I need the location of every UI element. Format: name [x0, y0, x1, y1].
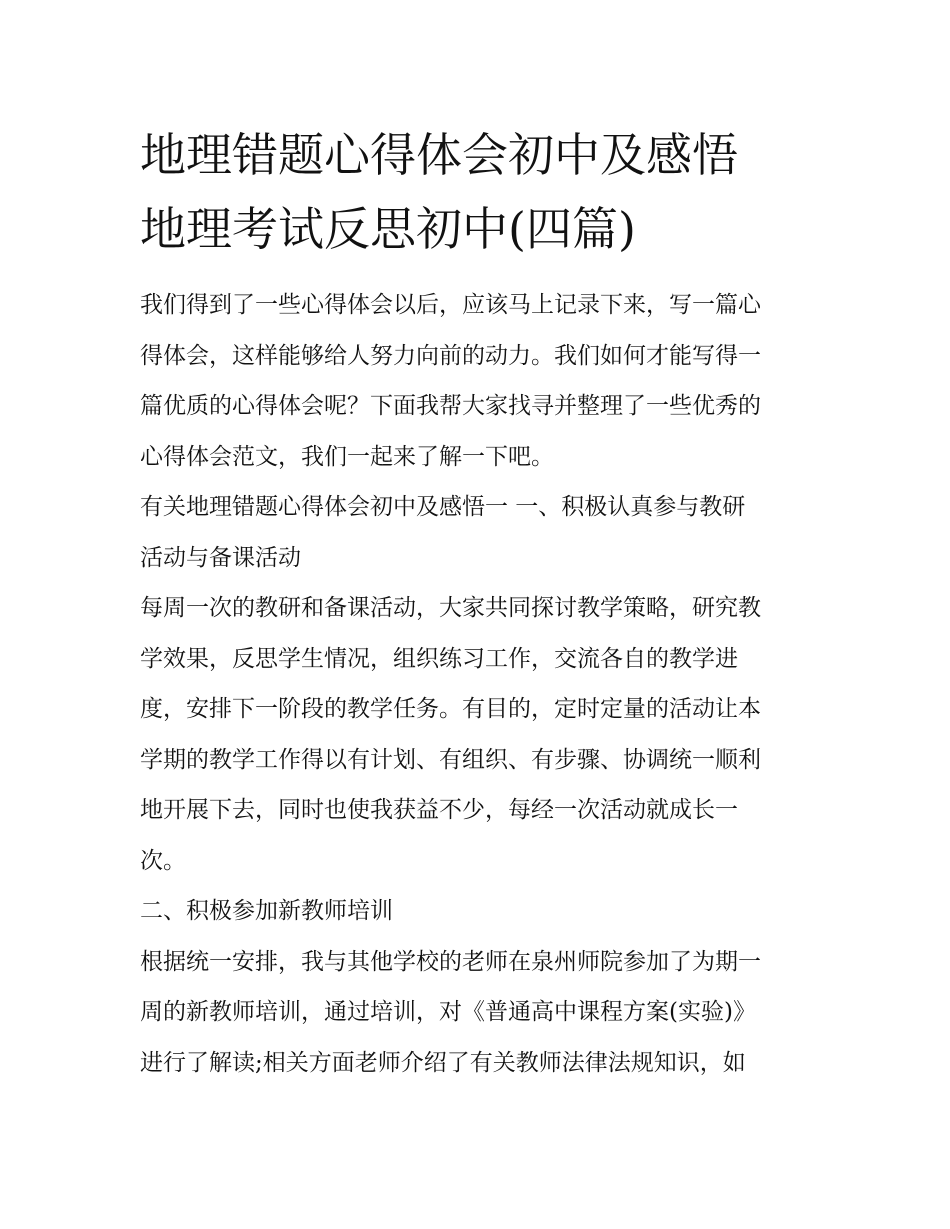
title-line-1: 地理错题心得体会初中及感悟: [140, 128, 738, 182]
body-line-11: 地开展下去，同时也使我获益不少，每经一次活动就成长一: [140, 797, 738, 823]
body-line-16: 进行了解读;相关方面老师介绍了有关教师法律法规知识，如: [140, 1049, 746, 1076]
document-title: [140, 118, 830, 266]
section-heading-1-line-2: 活动与备课活动: [140, 544, 301, 571]
body-line-7: 每周一次的教研和备课活动，大家共同探讨教学策略，研究教: [140, 595, 761, 621]
section-heading-1-line-1: 有关地理错题心得体会初中及感悟一 一、积极认真参与教研: [140, 494, 746, 520]
body-line-9: 度，安排下一阶段的教学任务。有目的，定时定量的活动让本: [140, 696, 761, 722]
body-line-8: 学效果，反思学生情况，组织练习工作，交流各自的教学进: [140, 645, 738, 672]
body-line-10: 学期的教学工作得以有计划、有组织、有步骤、协调统一顺利: [140, 746, 761, 773]
body-line-14: 根据统一安排，我与其他学校的老师在泉州师院参加了为期一: [140, 948, 761, 975]
body-line-2: 得体会，这样能够给人努力向前的动力。我们如何才能写得一: [140, 342, 761, 369]
body-line-15: 周的新教师培训，通过培训，对《普通高中课程方案(实验)》: [140, 999, 756, 1025]
body-line-1: 我们得到了一些心得体会以后，应该马上记录下来，写一篇心: [140, 292, 761, 318]
title-line-2: 地理考试反思初中(四篇): [140, 202, 636, 256]
body-line-4: 心得体会范文，我们一起来了解一下吧。: [140, 443, 554, 470]
document-body: [140, 280, 820, 1088]
body-line-3: 篇优质的心得体会呢？下面我帮大家找寻并整理了一些优秀的: [140, 393, 761, 419]
section-heading-2: 二、积极参加新教师培训: [140, 898, 393, 924]
body-line-12: 次。: [140, 847, 186, 874]
